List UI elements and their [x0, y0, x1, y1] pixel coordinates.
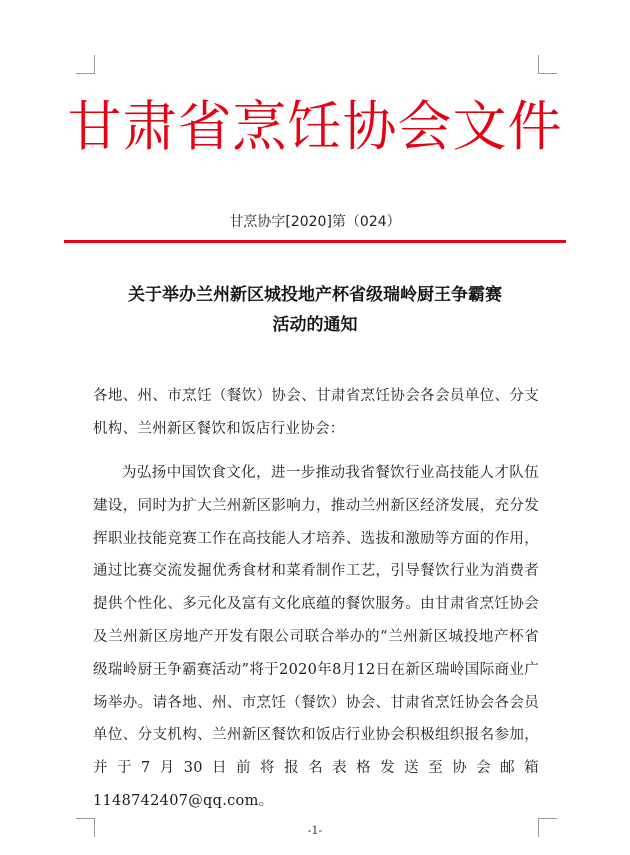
masthead-divider: [64, 240, 566, 243]
notice-title: [60, 280, 570, 340]
document-number: 甘烹协字[2020]第（024）: [229, 214, 401, 230]
page-number: -1-: [307, 824, 323, 837]
notice-title-line-1: 关于举办兰州新区城投地产杯省级瑞岭厨王争霸赛: [128, 285, 502, 305]
crop-mark-top-left: [76, 55, 95, 74]
crop-mark-top-right: [538, 55, 557, 74]
body-paragraph: 为弘扬中国饮食文化，进一步推动我省餐饮行业高技能人才队伍建设，同时为扩大兰州新区影响力，推动兰州新区经济发展，充分发挥职业技能竞赛工作在高技能人才培养、选拔和激励等方面的作用，通过比赛交流发掘优秀食材和菜肴制作工艺，引导餐饮行业为消费者提供个性化、多元化及富有文化底蕴的餐饮服务。由甘肃省烹饪协会及兰州新区房地产开发有限公司联合举办的“兰州新区城投地产杯省级瑞岭厨王争霸赛活动”将于2020年8月12日在新区瑞岭国际商业广场举办。请各地、州、市烹饪（餐饮）协会、甘肃省烹饪协会各会员单位、分支机构、兰州新区餐饮和饭店行业协会积极组织报名参加，并于7月30日前将报名表格发送至协会邮箱 1148742407@qq.com。: [93, 465, 539, 809]
salutation: 各地、州、市烹饪（餐饮）协会、甘肃省烹饪协会各会员单位、分支机构、兰州新区餐饮和饭店行业协会：: [93, 388, 539, 437]
document-masthead: 甘肃省烹饪协会文件: [67, 95, 563, 158]
notice-title-line-2: 活动的通知: [272, 315, 358, 335]
